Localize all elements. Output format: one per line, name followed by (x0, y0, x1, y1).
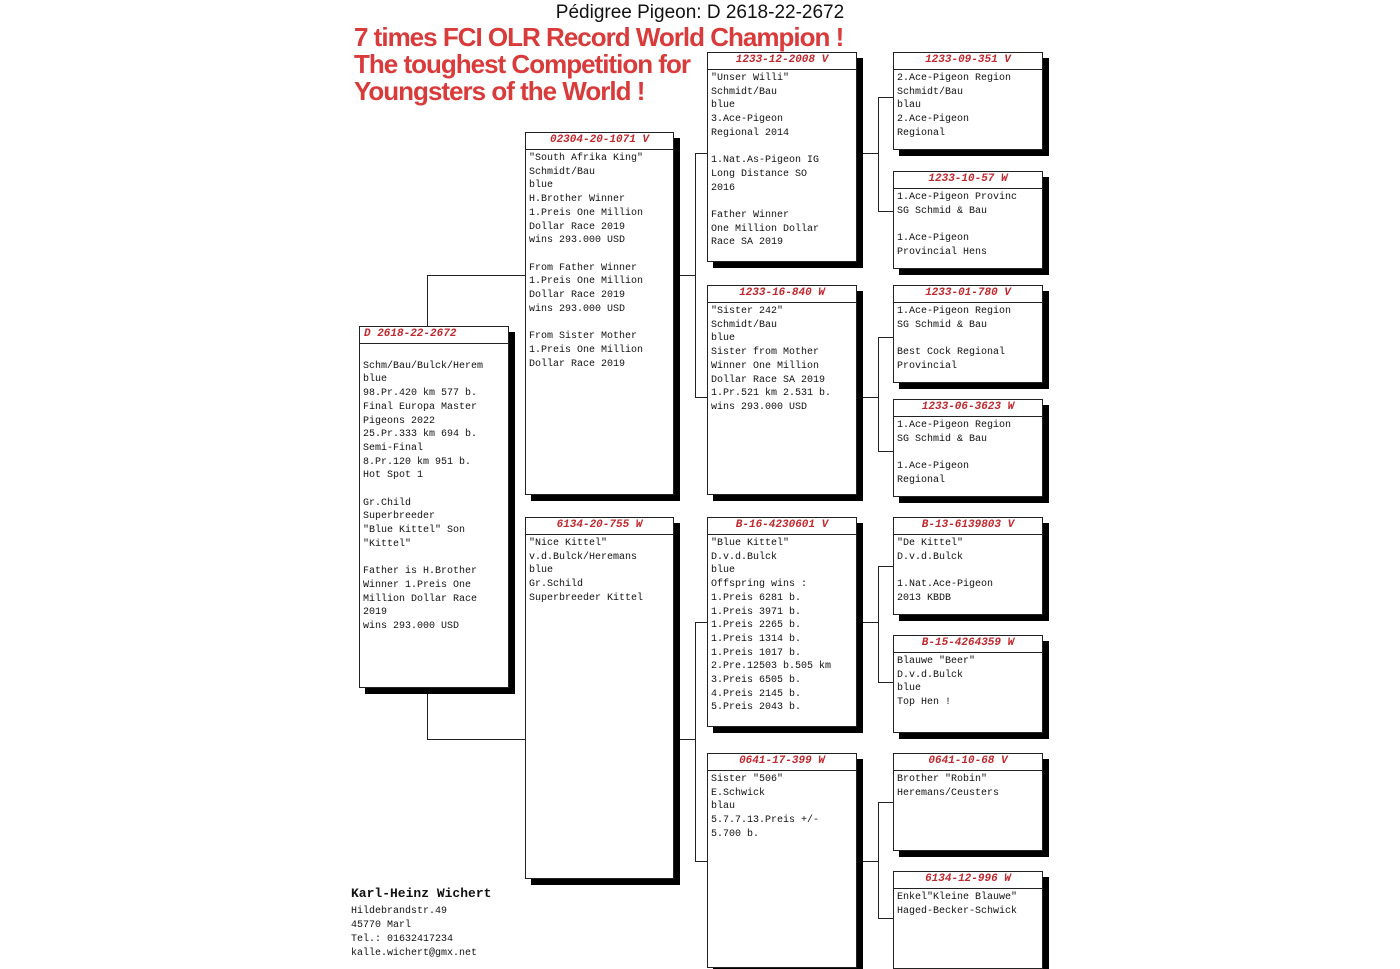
connector-line (878, 337, 894, 338)
pigeon-details: Schm/Bau/Bulck/Herem blue 98.Pr.420 km 577 b. Final Europa Master Pigeons 2022 25.Pr.333 km 694 b. Semi-Final 8.Pr.120 km 951 b. Hot Spot 1 Gr.Child Superbreeder "Blue Kittel" Son "Kittel" Father is H.Brother Winner 1.Preis One Million Dollar Race 2019 wins 293.000 USD (363, 360, 484, 633)
ring-number: 1233-10-57 W (894, 172, 1042, 189)
connector-line (878, 97, 894, 98)
pigeon-details: 1.Ace-Pigeon Region SG Schmid & Bau 1.Ace-Pigeon Regional (897, 420, 1012, 486)
connector-line (878, 802, 894, 803)
pigeon-details: 2.Ace-Pigeon Region Schmidt/Bau blau 2.Ace-Pigeon Regional (897, 73, 1012, 139)
pigeon-details: "Nice Kittel" v.d.Bulck/Heremans blue Gr.Schild Superbreeder Kittel (529, 538, 644, 604)
pigeon-details: "Blue Kittel" D.v.d.Bulck blue Offspring wins : 1.Preis 6281 b. 1.Preis 3971 b. 1.Preis 2265 b. 1.Preis 1314 b. 1.Preis 1017 b. 2.Pre.12503 b.505 km 3.Preis 6505 b. 4.Preis 2145 b. 5.Preis 2043 b. (711, 538, 832, 714)
breeder-city: 45770 Marl (351, 920, 412, 931)
connector-line (878, 682, 894, 683)
pigeon-details: "De Kittel" D.v.d.Bulck 1.Nat.Ace-Pigeon 2013 KBDB (897, 538, 994, 604)
ring-number: 0641-17-399 W (708, 754, 856, 771)
paternal-grandfather-card (707, 52, 857, 262)
mother-card (525, 517, 674, 879)
pigeon-details: Blauwe "Beer" D.v.d.Bulck blue Top Hen ! (897, 656, 976, 709)
ring-number: 0641-10-68 V (894, 754, 1042, 771)
father-card (525, 132, 674, 495)
pigeon-details: Sister "506" E.Schwick blau 5.7.7.13.Preis +/- 5.700 b. (711, 774, 820, 840)
connector-line (673, 275, 695, 276)
breeder-street: Hildebrandstr.49 (351, 906, 448, 917)
breeder-contact (351, 886, 491, 961)
connector-line (878, 566, 879, 683)
pigeon-details: "Sister 242" Schmidt/Bau blue Sister from Mother Winner One Million Dollar Race SA 2019 1.Pr.521 km 2.531 b. wins 293.000 USD (711, 306, 832, 413)
ring-number: 6134-20-755 W (526, 518, 673, 535)
pigeon-details: "Unser Willi" Schmidt/Bau blue 3.Ace-Pigeon Regional 2014 1.Nat.As-Pigeon IG Long Distance SO 2016 Father Winner One Million Dollar Race SA 2019 (711, 73, 820, 249)
connector-line (856, 397, 878, 398)
great-grandparent-card (893, 171, 1043, 269)
great-grandparent-card (893, 753, 1043, 851)
connector-line (878, 451, 894, 452)
connector-line (878, 97, 879, 212)
pigeon-details: 1.Ace-Pigeon Provinc SG Schmid & Bau 1.Ace-Pigeon Provincial Hens (897, 192, 1018, 258)
great-grandparent-card (893, 635, 1043, 733)
ring-number: B-13-6139803 V (894, 518, 1042, 535)
page-title: Pédigree Pigeon: D 2618-22-2672 (555, 2, 845, 23)
great-grandparent-card (893, 52, 1043, 150)
paternal-grandmother-card (707, 285, 857, 495)
connector-line (695, 153, 696, 398)
great-grandparent-card (893, 399, 1043, 497)
ring-number: B-16-4230601 V (708, 518, 856, 535)
connector-line (427, 275, 428, 327)
connector-line (673, 739, 695, 740)
connector-line (427, 275, 526, 276)
ring-number: 6134-12-996 W (894, 872, 1042, 889)
great-grandparent-card (893, 517, 1043, 615)
great-grandparent-card (893, 871, 1043, 969)
ring-number: 02304-20-1071 V (526, 133, 673, 150)
connector-line (878, 211, 894, 212)
pigeon-details: Enkel"Kleine Blauwe" Haged-Becker-Schwick (897, 892, 1018, 917)
connector-line (427, 687, 428, 740)
ring-number: D 2618-22-2672 (360, 327, 508, 344)
subject-pigeon-card (359, 326, 509, 688)
connector-line (427, 739, 526, 740)
ring-number: 1233-06-3623 W (894, 400, 1042, 417)
breeder-email: kalle.wichert@gmx.net (351, 948, 478, 959)
connector-line (878, 566, 894, 567)
maternal-grandfather-card (707, 517, 857, 727)
maternal-grandmother-card (707, 753, 857, 968)
ring-number: B-15-4264359 W (894, 636, 1042, 653)
ring-number: 1233-12-2008 V (708, 53, 856, 70)
breeder-phone: Tel.: 01632417234 (351, 934, 454, 945)
connector-line (856, 153, 878, 154)
pigeon-details: "South Afrika King" Schmidt/Bau blue H.Brother Winner 1.Preis One Million Dollar Race 2019 wins 293.000 USD From Father Winner 1.Preis One Million Dollar Race 2019 wins 293.000 USD From Sister Mother 1.Preis One Million Dollar Race 2019 (529, 153, 644, 370)
ring-number: 1233-16-840 W (708, 286, 856, 303)
pigeon-details: Brother "Robin" Heremans/Ceusters (897, 774, 1000, 799)
headline-banner: 7 times FCI OLR Record World Champion ! The toughest Competition for Youngsters of the World ! (354, 22, 844, 106)
ring-number: 1233-09-351 V (894, 53, 1042, 70)
great-grandparent-card (893, 285, 1043, 383)
connector-line (856, 861, 878, 862)
connector-line (878, 337, 879, 452)
connector-line (695, 622, 696, 862)
breeder-name: Karl-Heinz Wichert (351, 886, 492, 901)
ring-number: 1233-01-780 V (894, 286, 1042, 303)
connector-line (878, 802, 879, 919)
connector-line (878, 918, 894, 919)
pigeon-details: 1.Ace-Pigeon Region SG Schmid & Bau Best Cock Regional Provincial (897, 306, 1012, 372)
connector-line (856, 622, 878, 623)
